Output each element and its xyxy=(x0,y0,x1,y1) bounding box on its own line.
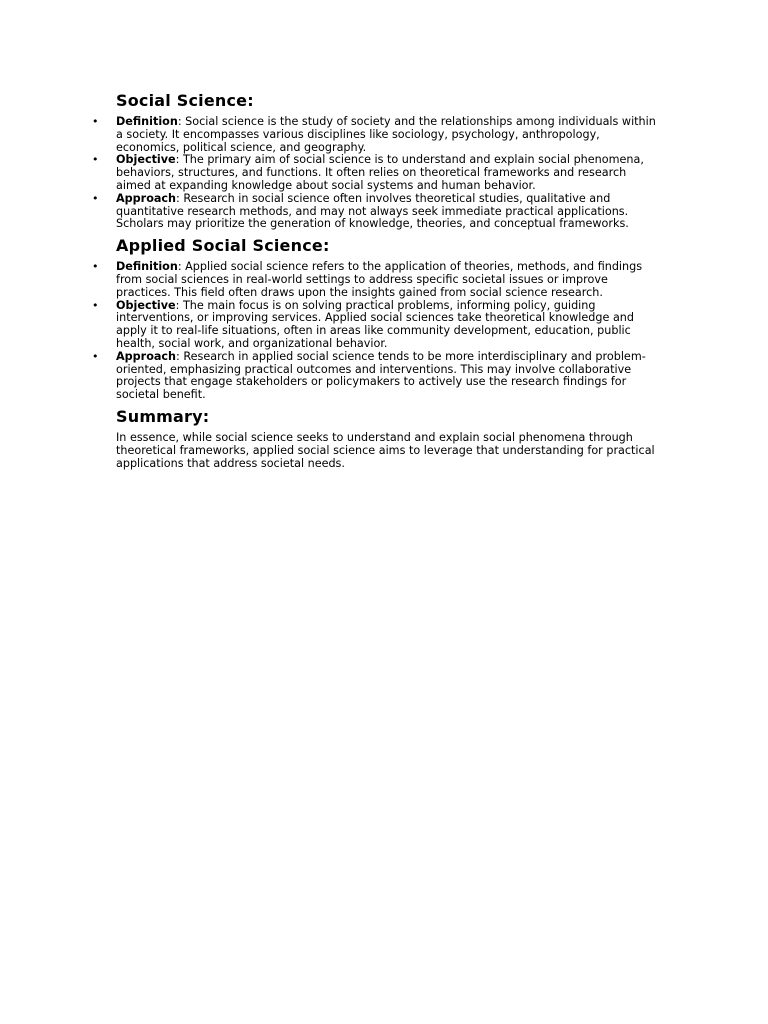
list-item xyxy=(92,191,656,231)
summary-paragraph: In essence, while social science seeks to understand and explain social phenomena through theoretical frameworks, applied social science aims to leverage that understanding for practical applications that address societal needs. xyxy=(116,430,655,470)
section-heading-applied-social-science: Applied Social Science: xyxy=(116,236,330,256)
bullet-icon: • xyxy=(92,298,99,312)
term-text: : Applied social science refers to the application of theories, methods, and findings from social sciences in real-world settings to address specific societal issues or improve practices. This field often draws upon the insights gained from social science research. xyxy=(116,260,643,299)
term-text: : Research in applied social science tends to be more interdisciplinary and problem-oriented, emphasizing practical outcomes and interventions. This may involve collaborative projects that engage stakeholders or policymakers to actively use the research findings for societal benefit. xyxy=(116,349,646,402)
term-text: : Research in social science often involves theoretical studies, qualitative and quantitative research methods, and may not always seek immediate practical applications. Scholars may prioritize the generation of knowledge, theories, and conceptual frameworks. xyxy=(116,191,629,231)
section-heading-social-science: Social Science: xyxy=(116,91,254,110)
term-text: : The primary aim of social science is to understand and explain social phenomena, behaviors, structures, and functions. It often relies on theoretical frameworks and research aimed at expanding knowledge about social systems and human behavior. xyxy=(116,153,644,192)
term-label: Objective xyxy=(116,153,176,167)
bullet-icon: • xyxy=(92,153,99,167)
list-item xyxy=(92,115,656,154)
term-text: : Social science is the study of society and the relationships among individuals within a society. It encompasses various disciplines like sociology, psychology, anthropology, economics, political science, and geography. xyxy=(116,115,656,154)
list-item xyxy=(92,153,656,192)
bullet-icon: • xyxy=(92,260,99,274)
bullet-icon: • xyxy=(92,115,99,128)
list-item xyxy=(92,260,656,299)
term-text: : The main focus is on solving practical problems, informing policy, guiding interventions, or improving services. Applied social sciences take theoretical knowledge and apply it to real-life situations, often in areas like community development, education, public health, social work, and organizational behavior. xyxy=(116,298,634,350)
applied-social-science-list xyxy=(92,260,656,402)
term-label: Definition xyxy=(116,260,178,274)
bullet-icon: • xyxy=(92,191,99,205)
term-label: Approach xyxy=(116,349,177,363)
term-label: Definition xyxy=(116,115,178,128)
term-label: Objective xyxy=(116,298,176,312)
term-label: Approach xyxy=(116,191,177,205)
list-item xyxy=(92,298,656,351)
list-item xyxy=(92,349,656,402)
section-heading-summary: Summary: xyxy=(116,406,210,426)
bullet-icon: • xyxy=(92,349,99,363)
document-page xyxy=(92,90,656,470)
social-science-list xyxy=(92,115,656,231)
